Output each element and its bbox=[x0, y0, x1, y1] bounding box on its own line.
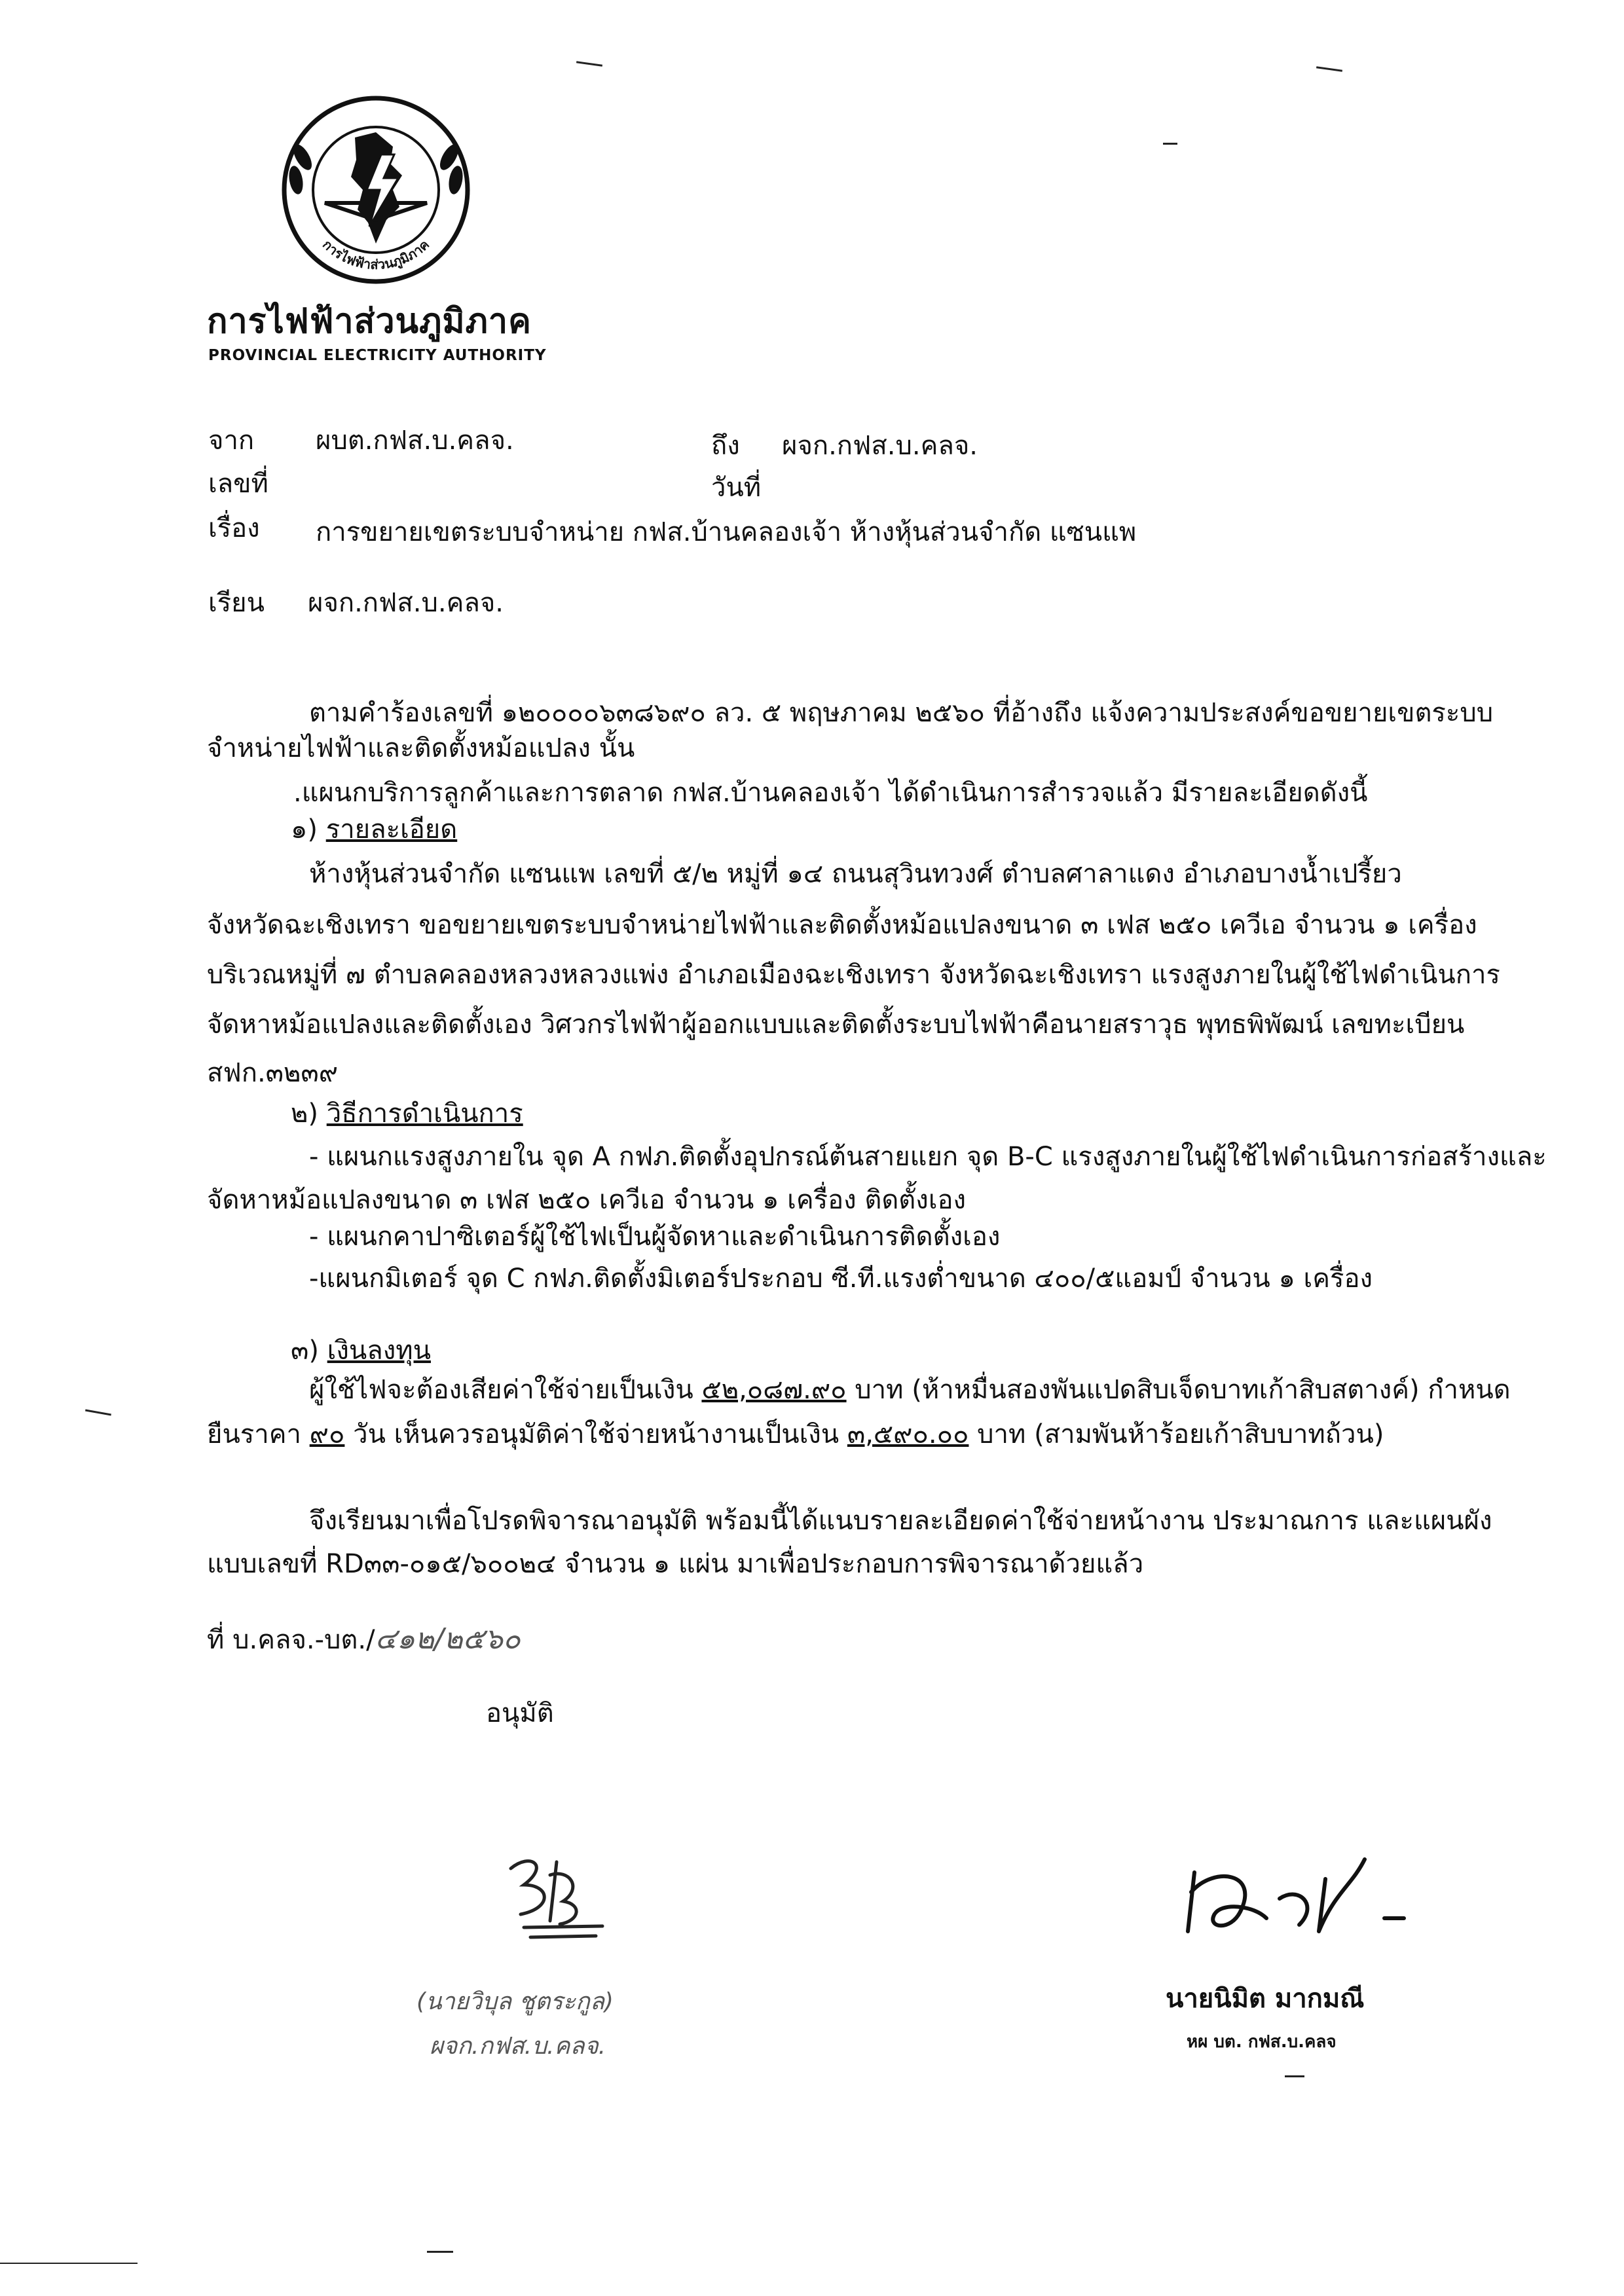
scan-speck bbox=[85, 1410, 111, 1416]
section-2-number: ๒) bbox=[291, 1099, 318, 1129]
paragraph-1-line-1: ตามคำร้องเลขที่ ๑๒๐๐๐๐๖๓๘๖๙๐ ลว. ๕ พฤษภาคม ๒๕๖๐ ที่อ้างถึง แจ้งความประสงค์ขอขยายเขตระบบ bbox=[309, 698, 1494, 728]
section-1-line-3: บริเวณหมู่ที่ ๗ ตำบลคลองหลวงหลวงแพ่ง อำเภอเมืองฉะเชิงเทรา จังหวัดฉะเชิงเทรา แรงสูงภายในผู้ใช้ไฟดำเนินการ bbox=[207, 960, 1500, 990]
date-label: วันที่ bbox=[711, 473, 762, 503]
from-label: จาก bbox=[208, 426, 255, 456]
subject-value: การขยายเขตระบบจำหน่าย กฟส.บ้านคลองเจ้า ห้างหุ้นส่วนจำกัด แซนแพ bbox=[316, 517, 1137, 547]
left-signatory-title: ผจก.กฟส.บ.คลจ. bbox=[430, 2033, 606, 2060]
section-2-line-2: จัดหาหม้อแปลงขนาด ๓ เฟส ๒๕๐ เควีเอ จำนวน ๑ เครื่อง ติดตั้งเอง bbox=[207, 1185, 967, 1215]
closing-line-2: แบบเลขที่ RD๓๓-๐๑๕/๖๐๐๒๔ จำนวน ๑ แผ่น มาเพื่อประกอบการพิจารณาด้วยแล้ว bbox=[207, 1549, 1144, 1579]
section-2-title: วิธีการดำเนินการ bbox=[326, 1099, 523, 1129]
section-1-heading bbox=[291, 808, 457, 850]
section-3-number: ๓) bbox=[291, 1336, 319, 1366]
left-signature-icon bbox=[485, 1849, 616, 1947]
dear-label: เรียน bbox=[208, 588, 265, 618]
number-label: เลขที่ bbox=[208, 469, 268, 499]
validity-days: ๙๐ bbox=[309, 1419, 345, 1449]
section-1-line-4: จัดหาหม้อแปลงและติดตั้งเอง วิศวกรไฟฟ้าผู้ออกแบบและติดตั้งระบบไฟฟ้าคือนายสราวุธ พุทธพิพัฒน์ เลขทะเบียน bbox=[207, 1010, 1465, 1040]
right-signature-icon bbox=[1168, 1846, 1469, 1958]
to-value: ผจก.กฟส.บ.คลจ. bbox=[782, 431, 978, 461]
logo-ring-text: การไฟฟ้าส่วนภูมิภาค bbox=[319, 236, 433, 273]
section-1-line-1: ห้างหุ้นส่วนจำกัด แซนแพ เลขที่ ๕/๒ หมู่ที่ ๑๔ ถนนสุวินทวงศ์ ตำบลศาลาแดง อำเภอบางน้ำเปรี้ยว bbox=[309, 859, 1402, 889]
closing-line-1: จึงเรียนมาเพื่อโปรดพิจารณาอนุมัติ พร้อมนี้ได้แนบรายละเอียดค่าใช้จ่ายหน้างาน ประมาณการ และแผนผัง bbox=[309, 1506, 1492, 1536]
to-label: ถึง bbox=[711, 431, 740, 461]
validity-text-a: ยืนราคา bbox=[207, 1419, 310, 1449]
approve-label: อนุมัติ bbox=[486, 1698, 554, 1728]
paragraph-2-line-1: .แผนกบริการลูกค้าและการตลาด กฟส.บ้านคลองเจ้า ได้ดำเนินการสำรวจแล้ว มีรายละเอียดดังนี้ bbox=[293, 778, 1368, 808]
cost-text-b: บาท (ห้าหมื่นสองพันแปดสิบเจ็ดบาทเก้าสิบสตางค์) กำหนด bbox=[846, 1375, 1511, 1405]
pea-logo-icon bbox=[278, 92, 474, 288]
dear-value: ผจก.กฟส.บ.คลจ. bbox=[308, 588, 504, 618]
cost-text-a: ผู้ใช้ไฟจะต้องเสียค่าใช้จ่ายเป็นเงิน bbox=[309, 1375, 702, 1405]
validity-text-c: บาท (สามพันห้าร้อยเก้าสิบบาทถ้วน) bbox=[969, 1419, 1384, 1449]
section-3-heading bbox=[291, 1329, 431, 1371]
org-name-thai: การไฟฟ้าส่วนภูมิภาค bbox=[207, 302, 532, 341]
section-3-line-1 bbox=[309, 1368, 1511, 1410]
site-cost-amount: ๓,๕๙๐.๐๐ bbox=[847, 1419, 969, 1449]
scan-speck bbox=[1163, 143, 1177, 145]
section-1-line-5: สฟก.๓๒๓๙ bbox=[207, 1058, 339, 1088]
section-1-title: รายละเอียด bbox=[325, 814, 458, 845]
section-3-line-2 bbox=[207, 1413, 1384, 1455]
reference-prefix: ที่ บ.คลจ.-บต./ bbox=[207, 1625, 375, 1655]
from-value: ผบต.กฟส.บ.คลจ. bbox=[316, 426, 514, 456]
scan-speck bbox=[427, 2251, 453, 2253]
scan-speck bbox=[1285, 2075, 1304, 2077]
reference-handwritten: ๔๑๒/๒๕๖๐ bbox=[375, 1622, 521, 1656]
section-1-number: ๑) bbox=[291, 814, 318, 845]
scan-speck bbox=[0, 2263, 138, 2264]
right-signatory-title: หผ บต. กฟส.บ.คลจ bbox=[1187, 2032, 1337, 2052]
section-2-heading bbox=[291, 1092, 523, 1134]
scan-speck bbox=[576, 61, 602, 67]
section-2-line-3: - แผนกคาปาซิเตอร์ผู้ใช้ไฟเป็นผู้จัดหาและดำเนินการติดตั้งเอง bbox=[309, 1222, 1001, 1252]
validity-text-b: วัน เห็นควรอนุมัติค่าใช้จ่ายหน้างานเป็นเงิน bbox=[344, 1419, 847, 1449]
total-cost-amount: ๕๒,๐๘๗.๙๐ bbox=[701, 1375, 847, 1405]
org-name-english: PROVINCIAL ELECTRICITY AUTHORITY bbox=[208, 347, 547, 364]
right-signatory-name: นายนิมิต มากมณี bbox=[1166, 1984, 1365, 2014]
section-2-line-4: -แผนกมิเตอร์ จุด C กฟภ.ติดตั้งมิเตอร์ประกอบ ซี.ที.แรงต่ำขนาด ๔๐๐/๕แอมป์ จำนวน ๑ เครื่อง bbox=[309, 1264, 1373, 1294]
section-2-line-1: - แผนกแรงสูงภายใน จุด A กฟภ.ติดตั้งอุปกรณ์ต้นสายแยก จุด B-C แรงสูงภายในผู้ใช้ไฟดำเนินการก่อสร้างและ bbox=[309, 1142, 1547, 1172]
paragraph-1-line-2: จำหน่ายไฟฟ้าและติดตั้งหม้อแปลง นั้น bbox=[207, 733, 635, 763]
section-3-title: เงินลงทุน bbox=[327, 1336, 431, 1366]
section-1-line-2: จังหวัดฉะเชิงเทรา ขอขยายเขตระบบจำหน่ายไฟฟ้าและติดตั้งหม้อแปลงขนาด ๓ เฟส ๒๕๐ เควีเอ จำนวน ๑ เครื่อง bbox=[207, 910, 1477, 940]
subject-label: เรื่อง bbox=[208, 513, 260, 543]
left-signatory-name: (นายวิบุล ชูตระกูล) bbox=[416, 1988, 614, 2015]
scan-speck bbox=[1316, 66, 1342, 72]
reference-number bbox=[207, 1616, 521, 1662]
